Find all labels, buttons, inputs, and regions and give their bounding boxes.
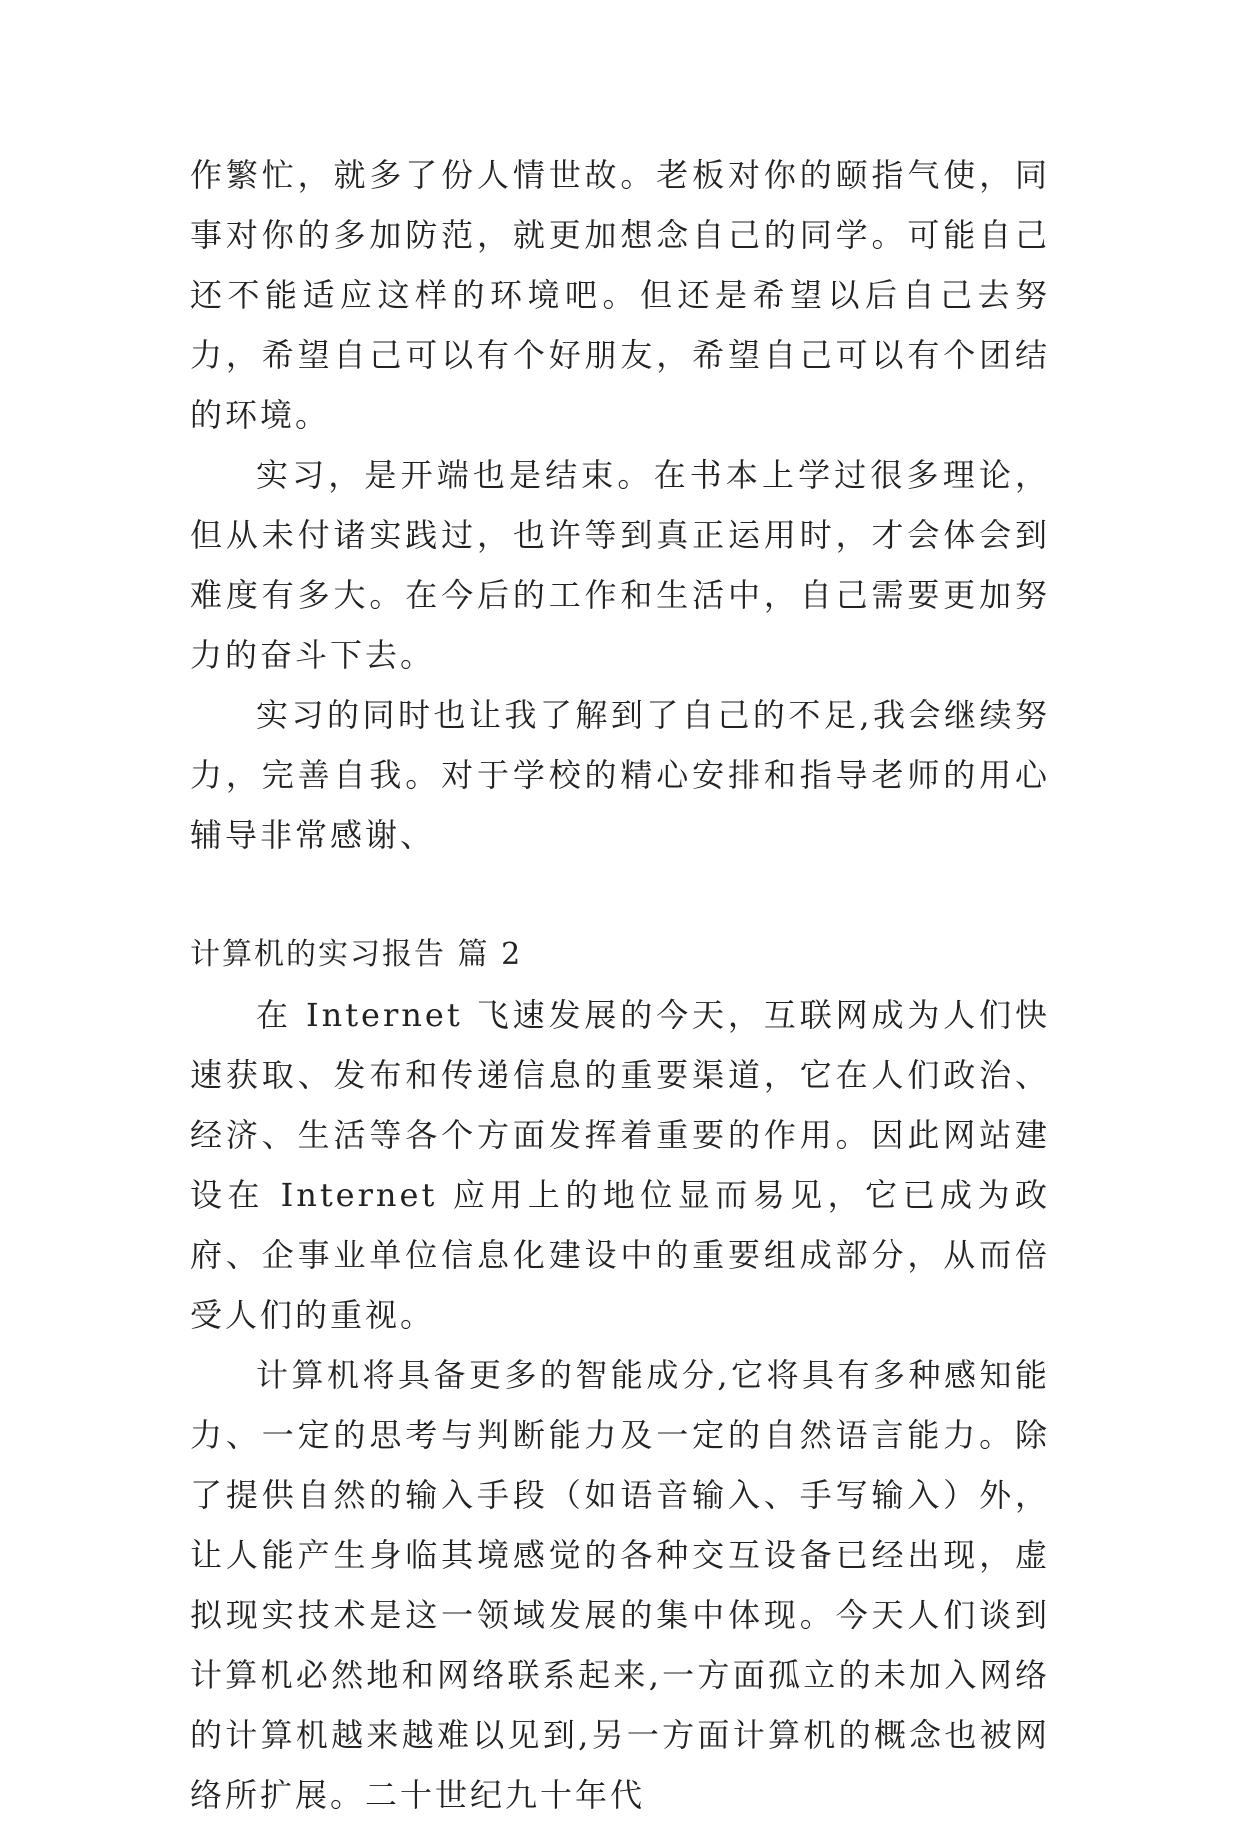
paragraph-internship-reflection: 实习，是开端也是结束。在书本上学过很多理论，但从未付诸实践过，也许等到真正运用时，才会体会到难度有多大。在今后的工作和生活中，自己需要更加努力的奋斗下去。 xyxy=(190,456,1050,674)
section-heading: 计算机的实习报告 篇 2 xyxy=(190,937,523,972)
document-body xyxy=(190,145,1050,1825)
paragraph-thanks: 实习的同时也让我了解到了自己的不足,我会继续努力，完善自我。对于学校的精心安排和指导老师的用心辅导非常感谢、 xyxy=(190,696,1050,854)
paragraph-continuation: 作繁忙，就多了份人情世故。老板对你的颐指气使，同事对你的多加防范，就更加想念自己的同学。可能自己还不能适应这样的环境吧。但还是希望以后自己去努力，希望自己可以有个好朋友，希望自己可以有个团结的环境。 xyxy=(190,156,1050,434)
paragraph-internet: 在 Internet 飞速发展的今天，互联网成为人们快速获取、发布和传递信息的重要渠道，它在人们政治、经济、生活等各个方面发挥着重要的作用。因此网站建设在 Internet 应用上的地位显而易见，它已成为政府、企事业单位信息化建设中的重要组成部分，从而倍受人们的重视。 xyxy=(190,996,1050,1334)
paragraph-computer-intelligence: 计算机将具备更多的智能成分,它将具有多种感知能力、一定的思考与判断能力及一定的自然语言能力。除了提供自然的输入手段（如语音输入、手写输入）外，让人能产生身临其境感觉的各种交互设备已经出现，虚拟现实技术是这一领域发展的集中体现。今天人们谈到计算机必然地和网络联系起来,一方面孤立的未加入网络的计算机越来越难以见到,另一方面计算机的概念也被网络所扩展。二十世纪九十年代 xyxy=(190,1356,1050,1814)
